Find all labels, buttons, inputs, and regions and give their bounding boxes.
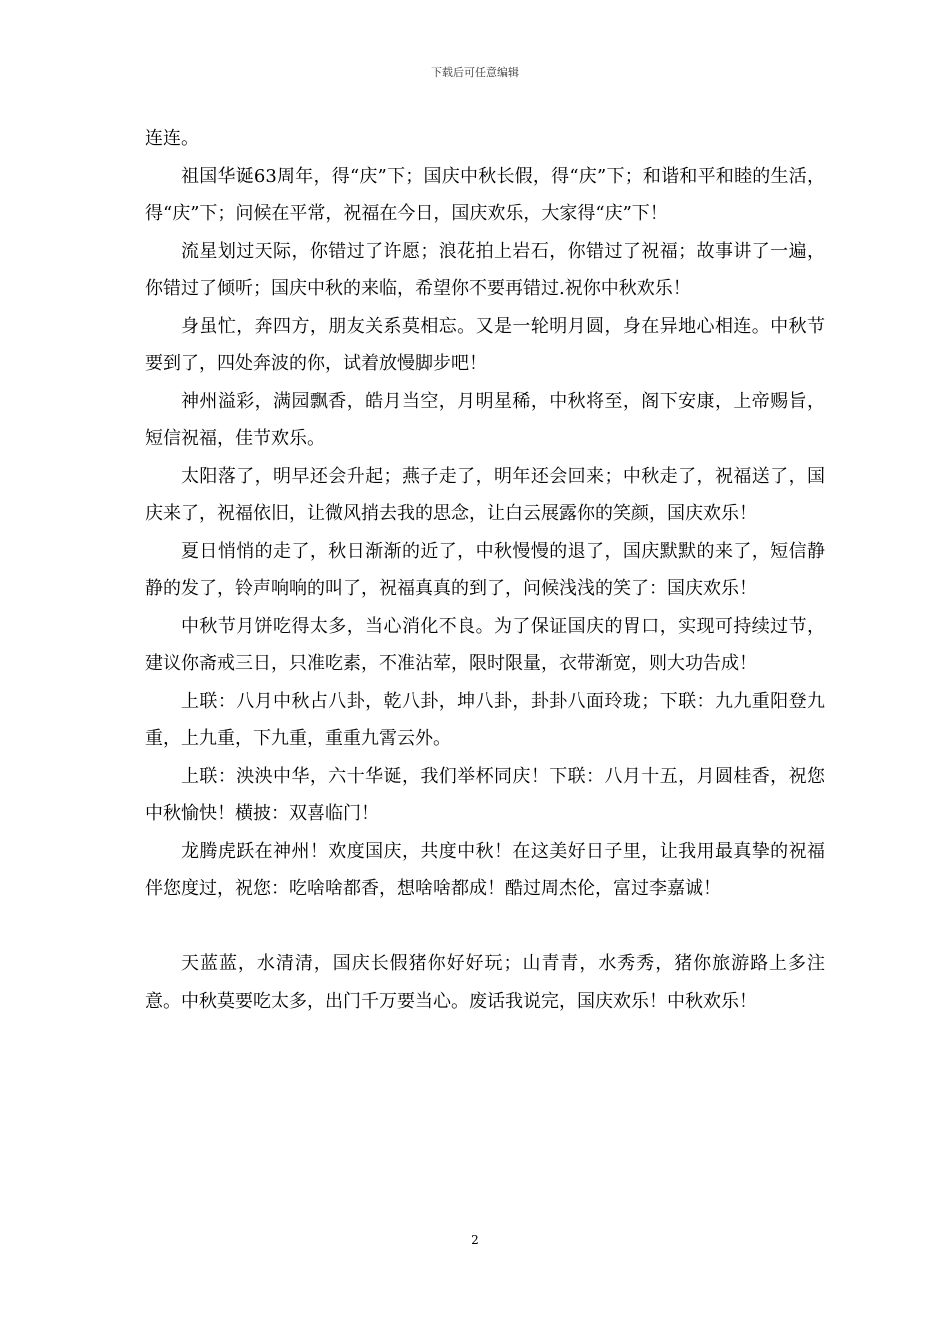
paragraph: 流星划过天际，你错过了许愿；浪花拍上岩石，你错过了祝福；故事讲了一遍，你错过了倾听；国庆中秋的来临，希望你不要再错过.祝你中秋欢乐！ <box>145 240 825 299</box>
paragraph: 神州溢彩，满园飘香，皓月当空，月明星稀，中秋将至，阁下安康，上帝赐旨，短信祝福，佳节欢乐。 <box>145 390 825 449</box>
paragraph: 太阳落了，明早还会升起；燕子走了，明年还会回来；中秋走了，祝福送了，国庆来了，祝福依旧，让微风捎去我的思念，让白云展露你的笑颜，国庆欢乐！ <box>145 465 825 524</box>
document-body <box>145 120 825 1020</box>
paragraph: 身虽忙，奔四方，朋友关系莫相忘。又是一轮明月圆，身在异地心相连。中秋节要到了，四处奔波的你，试着放慢脚步吧！ <box>145 315 825 374</box>
page-number: 2 <box>471 1233 479 1247</box>
paragraph: 上联：八月中秋占八卦，乾八卦，坤八卦，卦卦八面玲珑；下联：九九重阳登九重，上九重，下九重，重重九霄云外。 <box>145 690 825 749</box>
paragraph: 中秋节月饼吃得太多，当心消化不良。为了保证国庆的胃口，实现可持续过节，建议你斋戒三日，只准吃素，不准沾荤，限时限量，衣带渐宽，则大功告成！ <box>145 615 825 674</box>
blank-line <box>145 908 825 946</box>
paragraph: 上联：泱泱中华，六十华诞，我们举杯同庆！下联：八月十五，月圆桂香，祝您中秋愉快！横披：双喜临门！ <box>145 765 825 824</box>
paragraph: 祖国华诞63周年，得“庆”下；国庆中秋长假，得“庆”下；和谐和平和睦的生活，得“庆”下；问候在平常，祝福在今日，国庆欢乐，大家得“庆”下！ <box>145 165 825 224</box>
paragraph: 连连。 <box>145 128 199 149</box>
page-header: 下载后可任意编辑 <box>431 66 519 79</box>
paragraph: 夏日悄悄的走了，秋日渐渐的近了，中秋慢慢的退了，国庆默默的来了，短信静静的发了，铃声响响的叫了，祝福真真的到了，问候浅浅的笑了：国庆欢乐！ <box>145 540 825 599</box>
paragraph: 龙腾虎跃在神州！欢度国庆，共度中秋！在这美好日子里，让我用最真挚的祝福伴您度过，祝您：吃啥啥都香，想啥啥都成！酷过周杰伦，富过李嘉诚！ <box>145 840 825 899</box>
paragraph: 天蓝蓝，水清清，国庆长假猪你好好玩；山青青，水秀秀，猪你旅游路上多注意。中秋莫要吃太多，出门千万要当心。废话我说完，国庆欢乐！中秋欢乐！ <box>145 953 825 1012</box>
